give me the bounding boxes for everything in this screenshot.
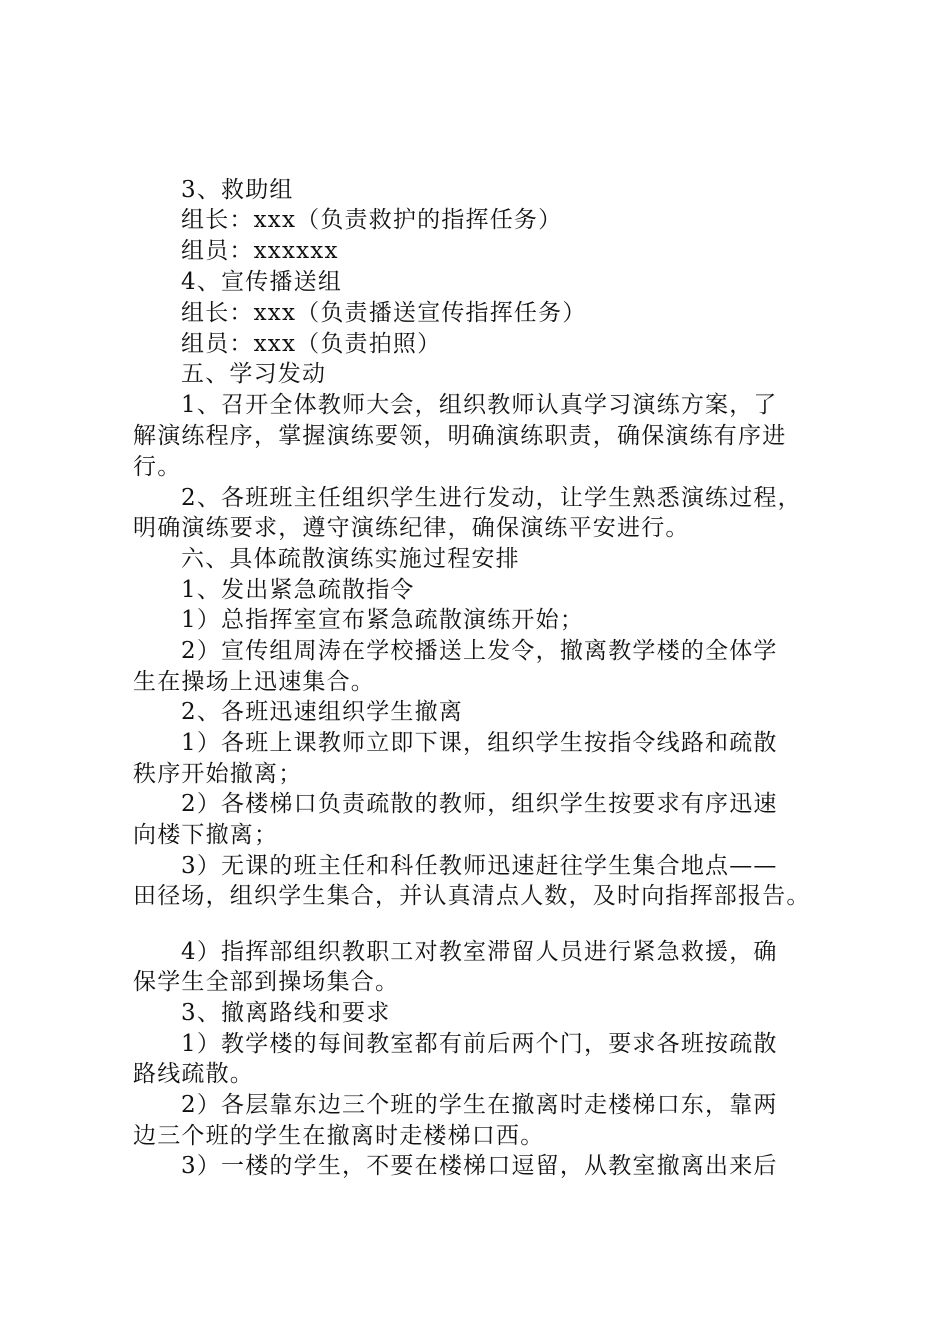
text-line: 组员：xxx（负责拍照） [181, 331, 442, 357]
subheading-evacuation-routes: 3、撤离路线和要求 [181, 1000, 391, 1026]
text-line: 1）总指挥室宣布紧急疏散演练开始； [181, 607, 585, 633]
text-line: 田径场，组织学生集合，并认真清点人数，及时向指挥部报告。 [133, 883, 811, 909]
text-line: 行。 [133, 454, 182, 480]
section-heading-drill-procedure: 六、具体疏散演练实施过程安排 [181, 546, 520, 572]
section-heading-rescue-group: 3、救助组 [181, 177, 294, 203]
text-line: 保学生全部到操场集合。 [133, 969, 400, 995]
text-line: 组长：xxx（负责播送宣传指挥任务） [181, 300, 587, 326]
text-line: 路线疏散。 [133, 1061, 254, 1087]
subheading-evacuation-order: 1、发出紧急疏散指令 [181, 577, 415, 603]
text-line: 边三个班的学生在撤离时走楼梯口西。 [133, 1123, 545, 1149]
text-line: 组长：xxx（负责救护的指挥任务） [181, 207, 563, 233]
text-line: 解演练程序，掌握演练要领，明确演练职责，确保演练有序进 [133, 423, 787, 449]
text-line: 秩序开始撤离； [133, 761, 303, 787]
text-line: 2）各层靠东边三个班的学生在撤离时走楼梯口东，靠两 [181, 1092, 778, 1118]
text-line: 2）各楼梯口负责疏散的教师，组织学生按要求有序迅速 [181, 791, 778, 817]
text-line: 1）教学楼的每间教室都有前后两个门，要求各班按疏散 [181, 1031, 778, 1057]
text-line: 组员：xxxxxx [181, 238, 339, 264]
text-line: 生在操场上迅速集合。 [133, 669, 375, 695]
text-line: 2）宣传组周涛在学校播送上发令，撤离教学楼的全体学 [181, 638, 778, 664]
text-line: 4）指挥部组织教职工对教室滞留人员进行紧急救援，确 [181, 939, 778, 965]
section-heading-study-mobilization: 五、学习发动 [181, 361, 327, 387]
text-line: 3）一楼的学生，不要在楼梯口逗留，从教室撤离出来后 [181, 1153, 778, 1179]
subheading-class-evacuation: 2、各班迅速组织学生撤离 [181, 699, 464, 725]
section-heading-broadcast-group: 4、宣传播送组 [181, 269, 343, 295]
text-line: 3）无课的班主任和科任教师迅速赶往学生集合地点—— [181, 853, 778, 879]
text-line: 2、各班班主任组织学生进行发动，让学生熟悉演练过程， [181, 485, 802, 511]
text-line: 明确演练要求，遵守演练纪律，确保演练平安进行。 [133, 515, 690, 541]
text-line: 1）各班上课教师立即下课，组织学生按指令线路和疏散 [181, 730, 778, 756]
text-line: 1、召开全体教师大会，组织教师认真学习演练方案，了 [181, 392, 778, 418]
text-line: 向楼下撤离； [133, 822, 279, 848]
